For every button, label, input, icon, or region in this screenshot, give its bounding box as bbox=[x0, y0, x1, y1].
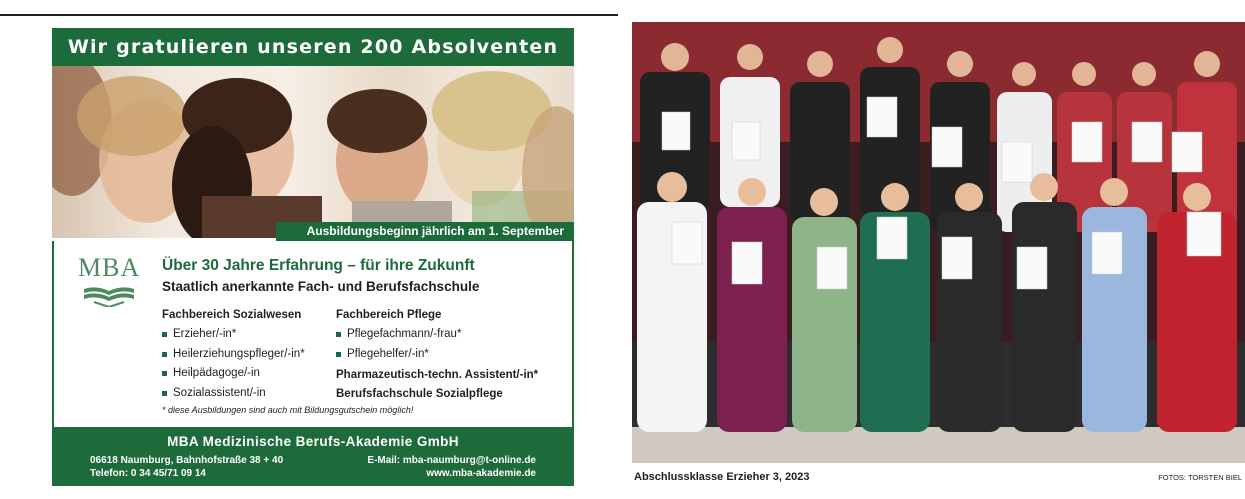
bullet-icon bbox=[162, 371, 167, 376]
list-item bbox=[162, 345, 305, 365]
list-item bbox=[336, 345, 461, 365]
website: www.mba-akademie.de bbox=[426, 468, 536, 479]
list-item-label: Sozialassistent/-in bbox=[173, 386, 266, 399]
dept-care bbox=[336, 309, 461, 364]
bullet-icon bbox=[162, 391, 167, 396]
mba-logo bbox=[78, 253, 140, 309]
dept-social bbox=[162, 309, 305, 403]
start-date-banner: Ausbildungsbeginn jährlich am 1. September bbox=[276, 222, 574, 241]
ad-footer bbox=[52, 427, 574, 486]
top-rule bbox=[0, 14, 618, 16]
bullet-icon bbox=[162, 352, 167, 357]
phone: Telefon: 0 34 45/71 09 14 bbox=[90, 468, 206, 479]
extra-program-sozialpflege: Berufsfachschule Sozialpflege bbox=[336, 388, 503, 400]
photo-caption: Abschlussklasse Erzieher 3, 2023 bbox=[634, 471, 810, 483]
company-name: MBA Medizinische Berufs-Akademie GmbH bbox=[167, 434, 459, 449]
bullet-icon bbox=[336, 332, 341, 337]
bullet-icon bbox=[162, 332, 167, 337]
headline: Über 30 Jahre Erfahrung – für ihre Zukunft bbox=[162, 257, 475, 274]
extra-program-pta: Pharmazeutisch-techn. Assistent/-in* bbox=[336, 369, 539, 381]
ad-body bbox=[52, 241, 574, 427]
book-icon bbox=[82, 285, 136, 307]
contact-block bbox=[367, 454, 536, 480]
subline: Staatlich anerkannte Fach- und Berufsfachschule bbox=[162, 279, 480, 294]
ad-header-title: Wir gratulieren unseren 200 Absolventen bbox=[67, 36, 559, 58]
logo-text: MBA bbox=[78, 253, 141, 282]
address-block bbox=[90, 454, 283, 480]
graduates-illustration bbox=[632, 22, 1245, 463]
list-item bbox=[162, 325, 305, 345]
list-item bbox=[336, 325, 461, 345]
dept-social-title: Fachbereich Sozialwesen bbox=[162, 309, 302, 321]
students-photo-illustration bbox=[52, 66, 574, 238]
list-item bbox=[162, 364, 305, 384]
dept-care-title: Fachbereich Pflege bbox=[336, 309, 442, 321]
list-item-label: Heilpädagoge/-in bbox=[173, 367, 260, 379]
photo-credit: FOTOS: TORSTEN BIEL bbox=[1158, 473, 1242, 482]
bullet-icon bbox=[336, 352, 341, 357]
ad-header bbox=[52, 28, 574, 66]
footnote: * diese Ausbildungen sind auch mit Bildungsgutschein möglich! bbox=[162, 405, 414, 415]
list-item-label: Pflegefachmann/-frau* bbox=[347, 328, 462, 340]
address: 06618 Naumburg, Bahnhofstraße 38 + 40 bbox=[90, 455, 284, 466]
graduation-group-photo bbox=[632, 22, 1245, 463]
list-item bbox=[162, 384, 305, 404]
email: E-Mail: mba-naumburg@t-online.de bbox=[367, 455, 536, 466]
students-photo bbox=[52, 66, 574, 238]
mba-advertisement bbox=[52, 28, 574, 486]
list-item-label: Pflegehelfer/-in* bbox=[347, 347, 429, 360]
list-item-label: Erzieher/-in* bbox=[173, 328, 237, 340]
list-item-label: Heilerziehungspfleger/-in* bbox=[173, 347, 305, 360]
